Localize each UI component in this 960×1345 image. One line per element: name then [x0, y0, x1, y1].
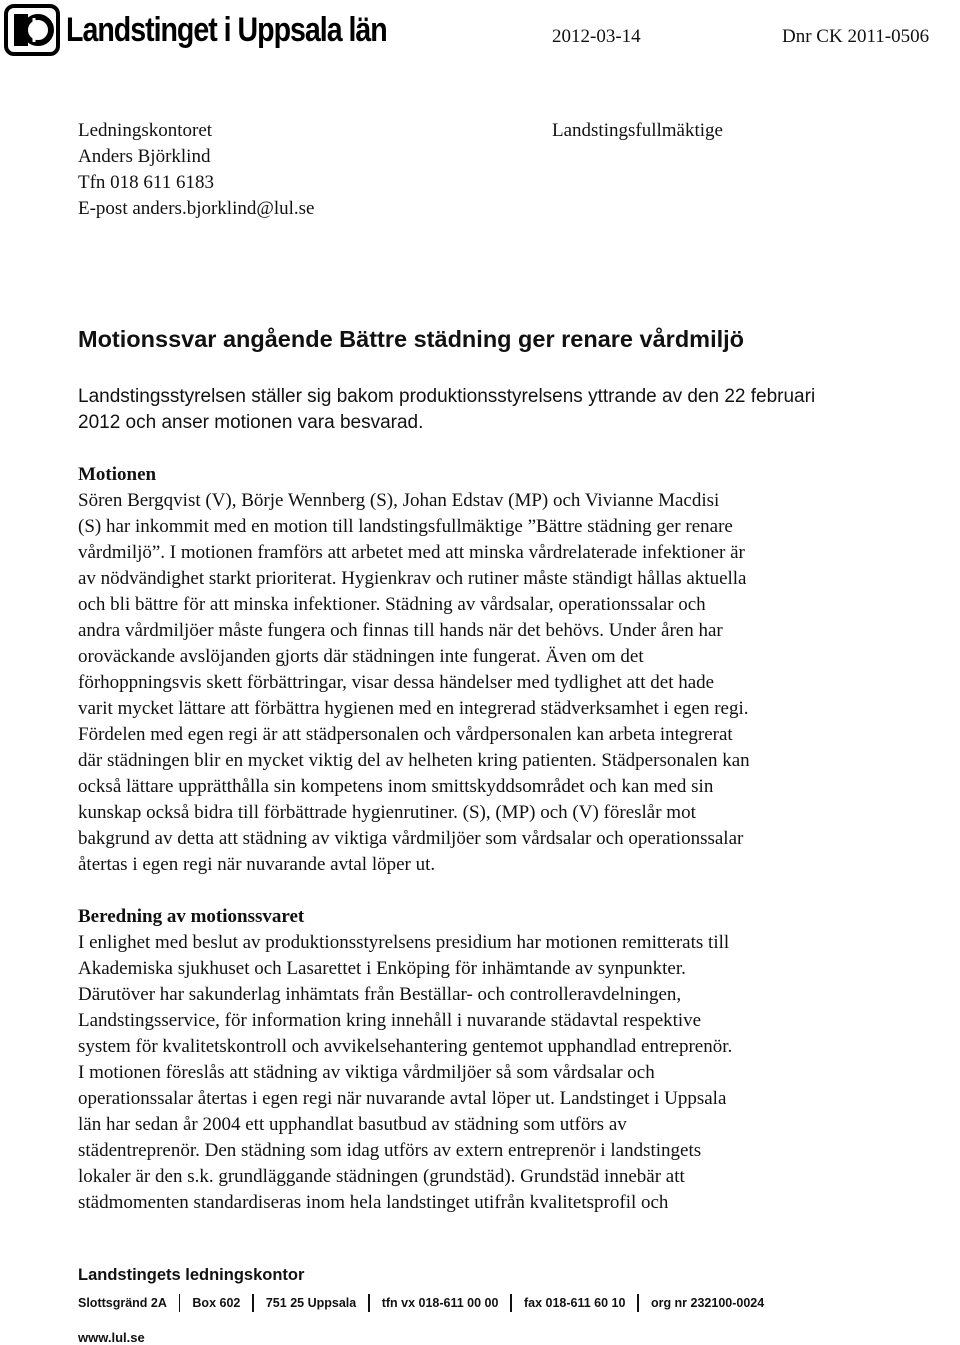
sender-name: Anders Björklind	[78, 146, 211, 167]
text-line: varit mycket lättare att förbättra hygienen med en integrerad städverksamhet i egen regi.	[78, 698, 749, 719]
text-line: och bli bättre för att minska infektioner. Städning av vårdsalar, operationssalar och	[78, 594, 706, 615]
text-line: Akademiska sjukhuset och Lasarettet i Enköping för inhämtande av synpunkter.	[78, 958, 686, 979]
document-dnr: Dnr CK 2011-0506	[782, 26, 930, 47]
footer-fax: fax 018-611 60 10	[523, 1296, 626, 1310]
document-date: 2012-03-14	[552, 26, 641, 47]
footer-postcode: 751 25 Uppsala	[265, 1296, 357, 1310]
text-line: Fördelen med egen regi är att städpersonalen och vårdpersonalen kan arbeta integrerat	[78, 724, 733, 745]
section-preparation	[78, 904, 878, 1216]
intro-line: Landstingsstyrelsen ställer sig bakom produktionsstyrelsens yttrande av den 22 februari	[78, 386, 816, 407]
text-line: förhoppningsvis skett förbättringar, visar dessa händelser med tydlighet att det hade	[78, 672, 715, 693]
text-line: kunskap också bidra till förbättrade hygienrutiner. (S), (MP) och (V) föreslår mot	[78, 802, 696, 823]
text-line: I enlighet med beslut av produktionsstyrelsens presidium har motionen remitterats till	[78, 932, 730, 953]
text-line: också lättare upprätthålla sin kompetens inom smittskyddsområdet och kan med sin	[78, 776, 714, 797]
text-line: lokaler är den s.k. grundläggande städningen (grundstäd). Grundstäd innebär att	[78, 1166, 685, 1187]
text-line: Därutöver har sakunderlag inhämtats från Beställar- och controlleravdelningen,	[78, 984, 682, 1005]
text-line: återtas i egen regi när nuvarande avtal löper ut.	[78, 854, 436, 875]
footer-phone: tfn vx 018-611 00 00	[381, 1296, 499, 1310]
logo-text: Landstinget i Uppsala län	[66, 10, 387, 49]
text-line: oroväckande avslöjanden gjorts där städningen inte fungerat. Även om det	[78, 646, 644, 667]
text-line: städmomenten standardiseras inom hela landstinget utifrån kvalitetsprofil och	[78, 1192, 669, 1213]
header-logo	[4, 4, 448, 56]
document-title: Motionssvar angående Bättre städning ger renare vårdmiljö	[78, 326, 745, 352]
text-line: bakgrund av detta att städning av viktiga vårdmiljöer som vårdsalar och operationssalar	[78, 828, 744, 849]
intro-line: 2012 och anser motionen vara besvarad.	[78, 412, 424, 433]
text-line: där städningen blir en mycket viktig del av helheten kring patienten. Städpersonalen kan	[78, 750, 750, 771]
county-logo-icon	[4, 4, 60, 56]
sender-email: E-post anders.bjorklind@lul.se	[78, 198, 315, 219]
footer-org: Landstingets ledningskontor	[78, 1266, 305, 1284]
footer-contact-bar	[78, 1294, 776, 1312]
text-line: Landstingsservice, för information kring innehåll i nuvarande städavtal respektive	[78, 1010, 702, 1031]
text-line: operationssalar återtas i egen regi när nuvarande avtal löper ut. Landstinget i Uppsala	[78, 1088, 727, 1109]
section-motion	[78, 462, 878, 878]
text-line: (S) har inkommit med en motion till landstingsfullmäktige ”Bättre städning ger renare	[78, 516, 733, 537]
sender-unit: Ledningskontoret	[78, 120, 213, 141]
sender-block	[78, 118, 315, 222]
text-line: av nödvändighet starkt prioriterat. Hygienkrav och rutiner måste ständigt hållas aktuella	[78, 568, 747, 589]
footer-address: Slottsgränd 2A	[78, 1296, 167, 1310]
text-line: län har sedan år 2004 ett upphandlat basutbud av städning som utförs av	[78, 1114, 627, 1135]
intro-paragraph	[78, 384, 878, 436]
text-line: I motionen föreslås att städning av viktiga vårdmiljöer så som vårdsalar och	[78, 1062, 655, 1083]
footer-website-link[interactable]: www.lul.se	[78, 1330, 145, 1345]
recipient: Landstingsfullmäktige	[552, 120, 723, 141]
text-line: städentreprenör. Den städning som idag utförs av extern entreprenör i landstingets	[78, 1140, 702, 1161]
section-heading: Motionen	[78, 464, 157, 485]
text-line: andra vårdmiljöer måste fungera och finnas till hands när det behövs. Under åren har	[78, 620, 723, 641]
footer-box: Box 602	[192, 1296, 241, 1310]
footer-org-number: org nr 232100-0024	[650, 1296, 765, 1310]
text-line: system för kvalitetskontroll och avvikelsehantering gentemot upphandlad entreprenör.	[78, 1036, 733, 1057]
text-line: Sören Bergqvist (V), Börje Wennberg (S), Johan Edstav (MP) och Vivianne Macdisi	[78, 490, 720, 511]
section-heading: Beredning av motionssvaret	[78, 906, 305, 927]
sender-phone: Tfn 018 611 6183	[78, 172, 214, 193]
text-line: vårdmiljö”. I motionen framförs att arbetet med att minska vårdrelaterade infektioner är	[78, 542, 745, 563]
